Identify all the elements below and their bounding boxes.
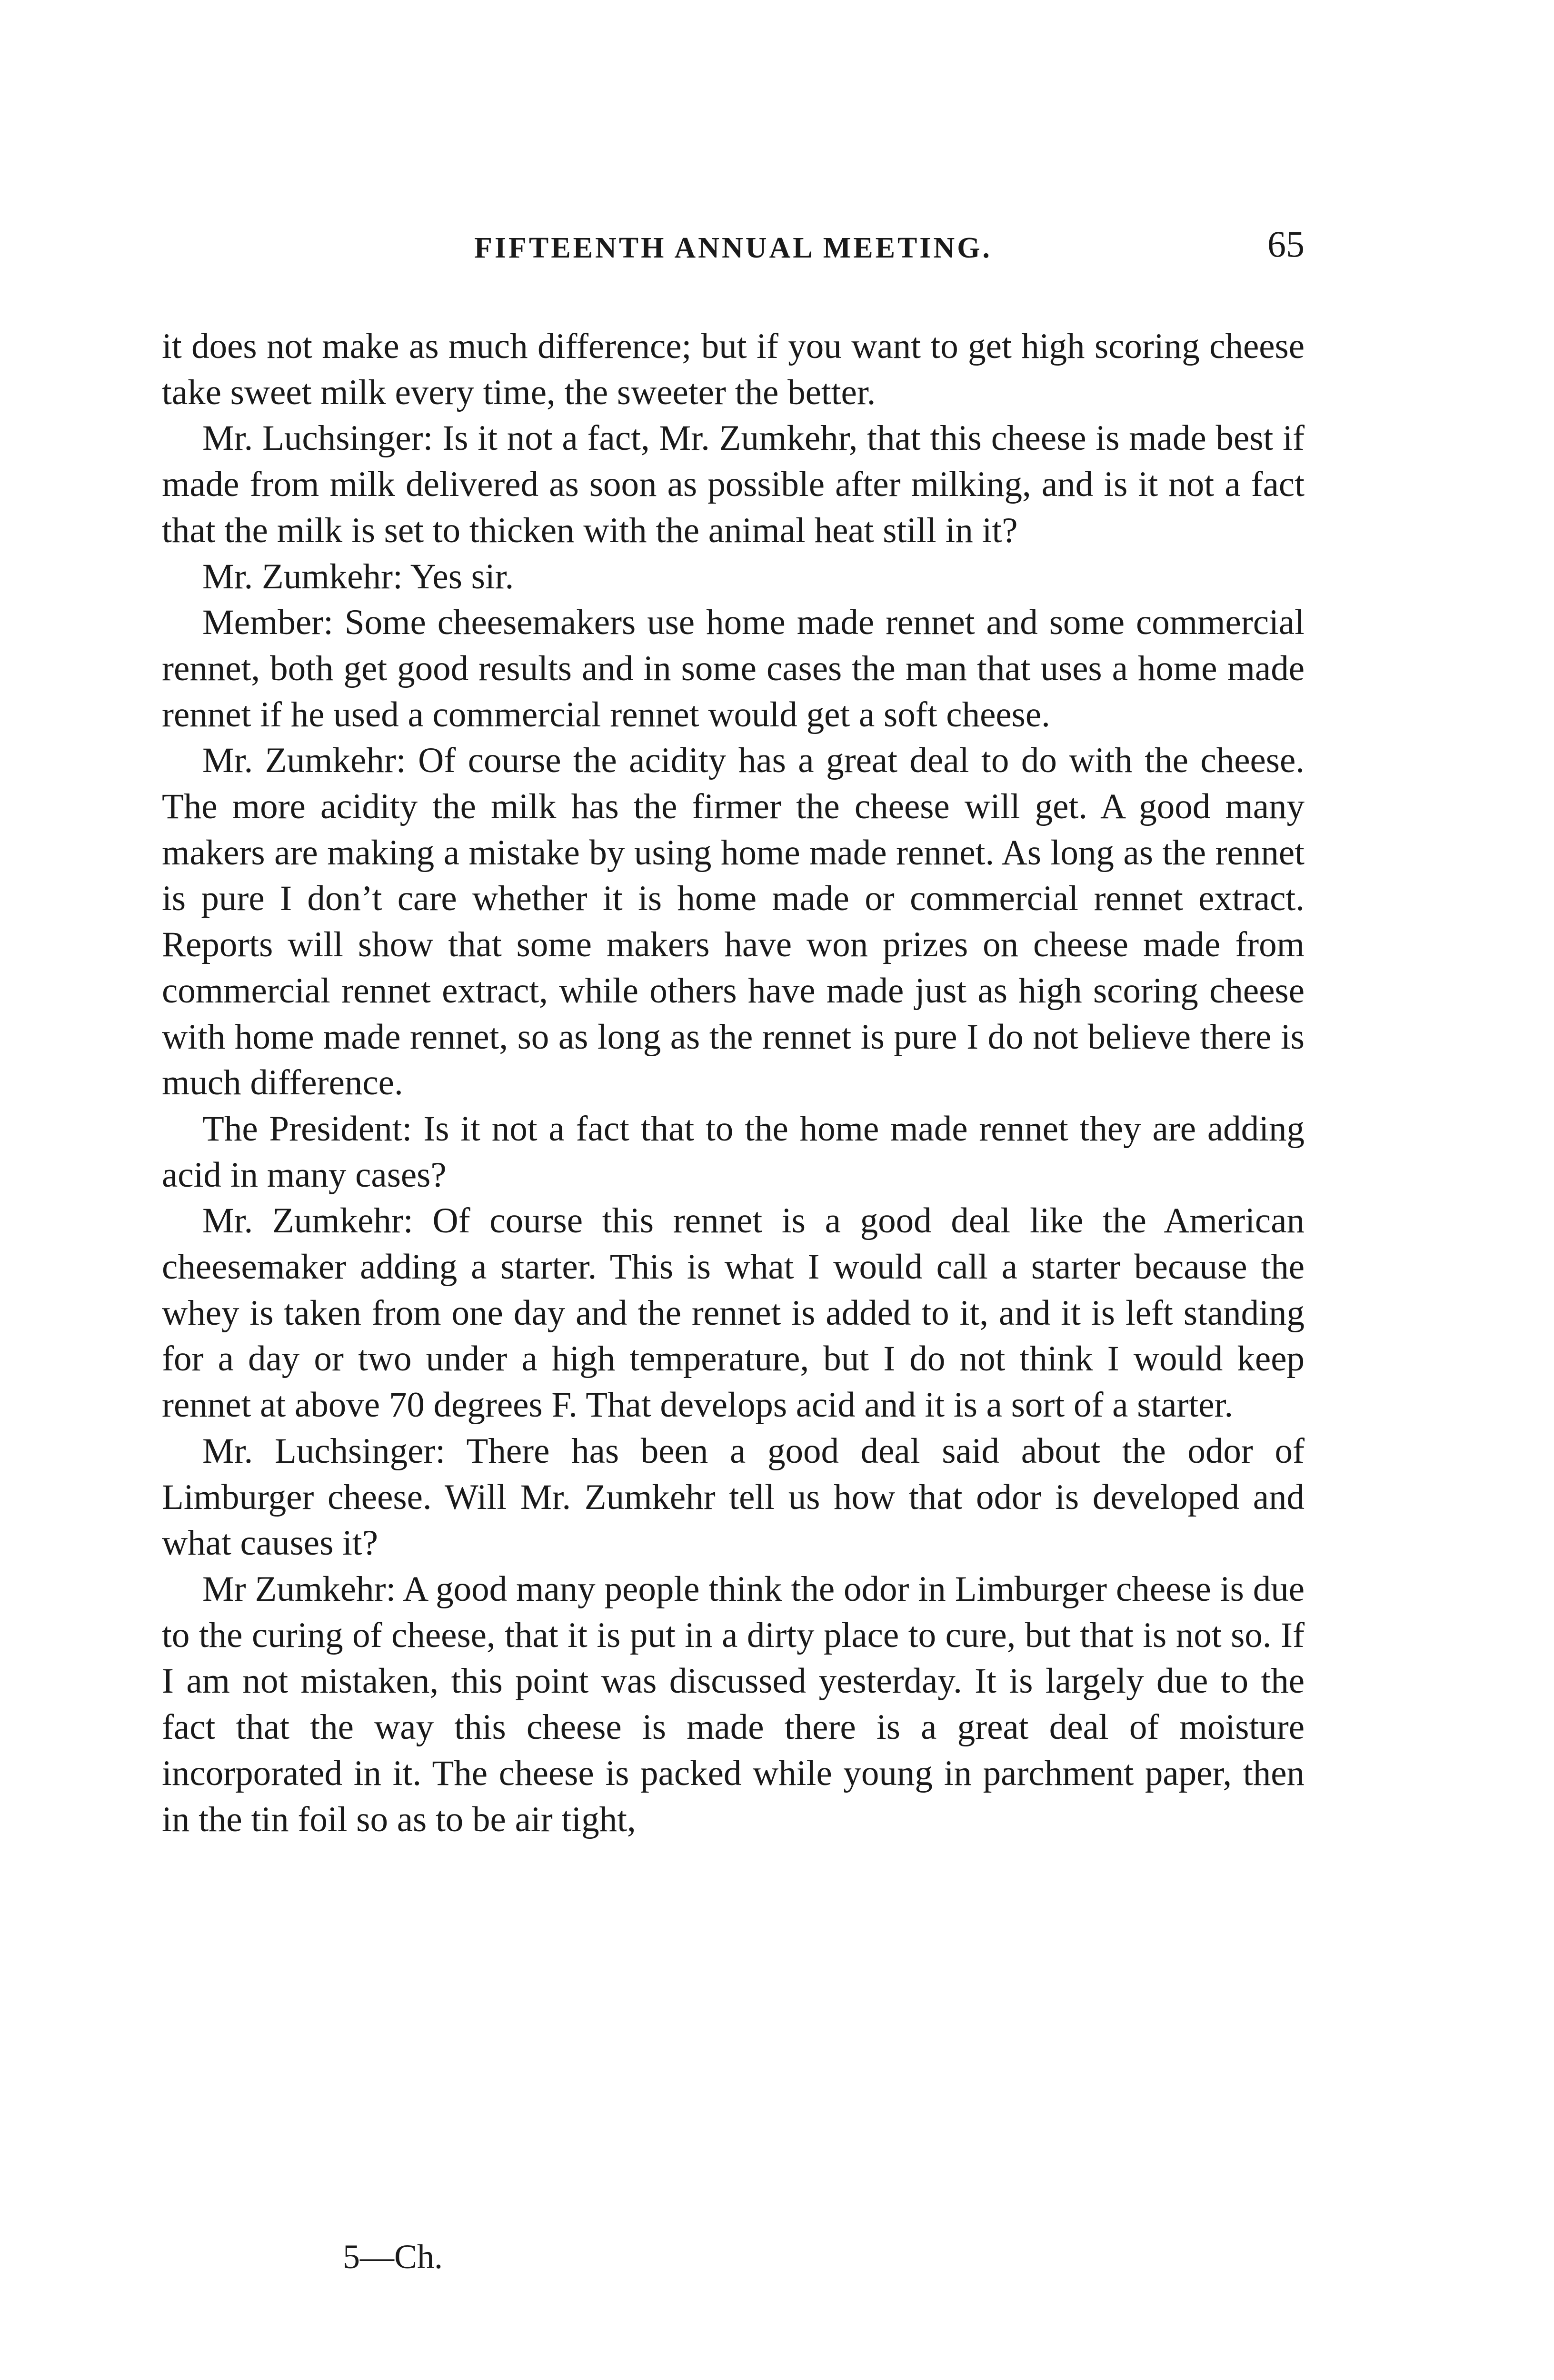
speaker-label: The President: xyxy=(202,1109,412,1149)
speaker-label: Mr. Luchsinger: xyxy=(202,1431,446,1471)
signature-mark: 5—Ch. xyxy=(343,2238,443,2276)
speaker-label: Mr. Zumkehr: xyxy=(202,1201,413,1241)
paragraph-9 xyxy=(162,1567,1305,1843)
speaker-label: Mr. Zumkehr: xyxy=(202,741,406,781)
paragraph-4 xyxy=(162,600,1305,738)
body-text xyxy=(162,324,1305,1843)
paragraph-text: Is it not a fact, Mr. Zumkehr, that this cheese is made best if made from milk delivered as soon as possible after milking, and is it not a fact that the milk is set to thicken with the animal heat still in it? xyxy=(162,418,1305,550)
speaker-label: Member: xyxy=(202,603,333,643)
paragraph-text: There has been a good deal said about the odor of Limburger cheese. Will Mr. Zumkehr tell us how that odor is developed and what causes it? xyxy=(162,1431,1305,1563)
paragraph-3 xyxy=(162,554,1305,600)
paragraph-text: Yes sir. xyxy=(410,556,514,596)
paragraph-5 xyxy=(162,738,1305,1106)
paragraph-2 xyxy=(162,416,1305,554)
page-number: 65 xyxy=(1267,223,1305,265)
paragraph-8 xyxy=(162,1428,1305,1567)
paragraph-6 xyxy=(162,1106,1305,1198)
speaker-label: Mr. Zumkehr: xyxy=(202,556,403,596)
paragraph-text: A good many people think the odor in Limburger cheese is due to the curing of cheese, that it is put in a dirty place to cure, but that is not so. If I am not mistaken, this point was discussed yesterday. It is largely due to the fact that the way this cheese is made there is a great deal of moisture incorporated in it. The cheese is packed while young in parchment paper, then in the tin foil so as to be air tight, xyxy=(162,1569,1305,1839)
paragraph-text: Is it not a fact that to the home made rennet they are adding acid in many cases? xyxy=(162,1109,1305,1195)
paragraph-1 xyxy=(162,324,1305,416)
paragraph-text: Of course the acidity has a great deal to do with the cheese. The more acidity the milk has the firmer the cheese will get. A good many makers are making a mistake by using home made rennet. As long as the rennet is pure I don’t care whether it is home made or commercial rennet extract. Reports will show that some makers have won prizes on cheese made from commercial rennet extract, while others have made just as high scoring cheese with home made rennet, so as long as the rennet is pure I do not believe there is much difference. xyxy=(162,741,1305,1103)
paragraph-text: it does not make as much difference; but if you want to get high scoring cheese take sweet milk every time, the sweeter the better. xyxy=(162,327,1305,412)
paragraph-7 xyxy=(162,1198,1305,1428)
paragraph-text: Of course this rennet is a good deal like the American cheesemaker adding a starter. This is what I would call a starter because the whey is taken from one day and the rennet is added to it, and it is left standing for a day or two under a high temperature, but I do not think I would keep rennet at above 70 degrees F. That develops acid and it is a sort of a starter. xyxy=(162,1201,1305,1425)
running-head xyxy=(162,223,1305,275)
speaker-label: Mr Zumkehr: xyxy=(202,1569,396,1609)
paragraph-text: Some cheesemakers use home made rennet and some commercial rennet, both get good results and in some cases the man that uses a home made rennet if he used a commercial rennet would get a soft cheese. xyxy=(162,603,1305,734)
running-title: FIFTEENTH ANNUAL MEETING. xyxy=(474,232,992,264)
speaker-label: Mr. Luchsinger: xyxy=(202,418,433,458)
